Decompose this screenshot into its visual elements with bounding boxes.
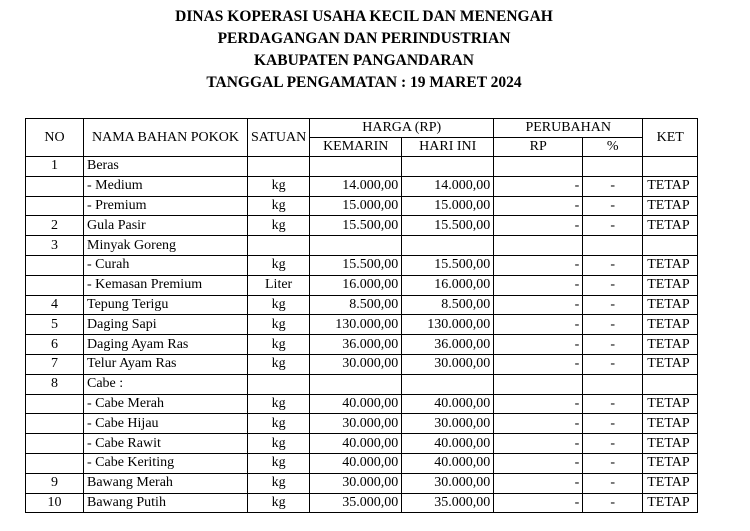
cell-rp: - <box>494 493 583 513</box>
cell-rp: - <box>494 394 583 414</box>
cell-nama: Telur Ayam Ras <box>84 354 248 374</box>
cell-satuan <box>248 236 310 256</box>
cell-nama: Minyak Goreng <box>84 236 248 256</box>
cell-no: 3 <box>26 236 84 256</box>
header-ket: KET <box>643 119 698 157</box>
cell-hari-ini: 36.000,00 <box>402 335 494 355</box>
cell-satuan: kg <box>248 493 310 513</box>
cell-rp: - <box>494 275 583 295</box>
cell-satuan: Liter <box>248 275 310 295</box>
cell-hari-ini: 15.500,00 <box>402 255 494 275</box>
cell-satuan: kg <box>248 394 310 414</box>
cell-percent: - <box>583 295 643 315</box>
cell-kemarin: 8.500,00 <box>310 295 402 315</box>
cell-hari-ini: 30.000,00 <box>402 354 494 374</box>
cell-rp: - <box>494 414 583 434</box>
cell-kemarin: 15.500,00 <box>310 255 402 275</box>
table-row <box>26 374 698 394</box>
cell-percent: - <box>583 315 643 335</box>
cell-no <box>26 394 84 414</box>
cell-hari-ini: 40.000,00 <box>402 434 494 454</box>
cell-nama: - Cabe Keriting <box>84 453 248 473</box>
cell-nama: Gula Pasir <box>84 216 248 236</box>
cell-ket <box>643 374 698 394</box>
cell-ket: TETAP <box>643 335 698 355</box>
table-row <box>26 275 698 295</box>
cell-nama: - Premium <box>84 196 248 216</box>
cell-ket: TETAP <box>643 354 698 374</box>
cell-percent: - <box>583 196 643 216</box>
cell-rp: - <box>494 473 583 493</box>
cell-percent: - <box>583 493 643 513</box>
cell-nama: - Medium <box>84 176 248 196</box>
cell-hari-ini <box>402 374 494 394</box>
cell-satuan: kg <box>248 414 310 434</box>
report-title-line-3: KABUPATEN PANGANDARAN <box>253 52 474 69</box>
cell-hari-ini: 40.000,00 <box>402 394 494 414</box>
cell-percent: - <box>583 335 643 355</box>
cell-no <box>26 434 84 454</box>
cell-kemarin: 35.000,00 <box>310 493 402 513</box>
cell-satuan: kg <box>248 295 310 315</box>
header-harga: HARGA (RP) <box>310 119 494 138</box>
header-satuan: SATUAN <box>248 119 310 157</box>
cell-percent <box>583 157 643 177</box>
cell-kemarin: 40.000,00 <box>310 394 402 414</box>
header-no: NO <box>26 119 84 157</box>
table-row <box>26 335 698 355</box>
table-row <box>26 453 698 473</box>
cell-kemarin: 16.000,00 <box>310 275 402 295</box>
table-row <box>26 196 698 216</box>
cell-ket: TETAP <box>643 414 698 434</box>
cell-percent: - <box>583 354 643 374</box>
cell-ket: TETAP <box>643 473 698 493</box>
report-title-line-2: PERDAGANGAN DAN PERINDUSTRIAN <box>217 30 511 47</box>
cell-ket: TETAP <box>643 315 698 335</box>
cell-no: 8 <box>26 374 84 394</box>
cell-rp: - <box>494 354 583 374</box>
cell-kemarin <box>310 374 402 394</box>
price-table <box>25 118 698 513</box>
cell-percent <box>583 374 643 394</box>
cell-kemarin: 30.000,00 <box>310 414 402 434</box>
cell-rp <box>494 374 583 394</box>
cell-hari-ini: 30.000,00 <box>402 414 494 434</box>
cell-rp: - <box>494 196 583 216</box>
table-row <box>26 315 698 335</box>
cell-hari-ini: 14.000,00 <box>402 176 494 196</box>
price-table-body <box>26 157 698 513</box>
cell-hari-ini <box>402 236 494 256</box>
cell-ket: TETAP <box>643 176 698 196</box>
cell-percent: - <box>583 414 643 434</box>
cell-kemarin: 40.000,00 <box>310 434 402 454</box>
cell-nama: Bawang Merah <box>84 473 248 493</box>
header-nama-bahan-pokok: NAMA BAHAN POKOK <box>84 119 248 157</box>
table-row <box>26 216 698 236</box>
cell-kemarin: 30.000,00 <box>310 473 402 493</box>
cell-percent: - <box>583 473 643 493</box>
observation-date: TANGGAL PENGAMATAN : 19 MARET 2024 <box>206 74 522 91</box>
cell-no: 4 <box>26 295 84 315</box>
cell-kemarin: 15.500,00 <box>310 216 402 236</box>
cell-no: 6 <box>26 335 84 355</box>
cell-ket <box>643 157 698 177</box>
cell-ket: TETAP <box>643 394 698 414</box>
cell-kemarin <box>310 157 402 177</box>
cell-hari-ini: 130.000,00 <box>402 315 494 335</box>
cell-nama: Tepung Terigu <box>84 295 248 315</box>
cell-ket: TETAP <box>643 295 698 315</box>
table-row <box>26 354 698 374</box>
table-row <box>26 176 698 196</box>
table-row <box>26 295 698 315</box>
cell-satuan <box>248 157 310 177</box>
cell-rp: - <box>494 434 583 454</box>
cell-ket: TETAP <box>643 275 698 295</box>
cell-satuan: kg <box>248 354 310 374</box>
cell-rp: - <box>494 295 583 315</box>
cell-satuan: kg <box>248 434 310 454</box>
cell-rp: - <box>494 335 583 355</box>
cell-hari-ini: 30.000,00 <box>402 473 494 493</box>
cell-nama: - Kemasan Premium <box>84 275 248 295</box>
cell-hari-ini: 8.500,00 <box>402 295 494 315</box>
header-hari-ini: HARI INI <box>402 138 494 157</box>
cell-no: 5 <box>26 315 84 335</box>
cell-no <box>26 414 84 434</box>
cell-kemarin: 15.000,00 <box>310 196 402 216</box>
cell-rp <box>494 236 583 256</box>
cell-percent: - <box>583 434 643 454</box>
cell-rp: - <box>494 453 583 473</box>
cell-nama: Cabe : <box>84 374 248 394</box>
cell-ket: TETAP <box>643 216 698 236</box>
table-row <box>26 414 698 434</box>
cell-no <box>26 275 84 295</box>
cell-no <box>26 453 84 473</box>
cell-hari-ini: 35.000,00 <box>402 493 494 513</box>
cell-hari-ini <box>402 157 494 177</box>
cell-no: 1 <box>26 157 84 177</box>
cell-no: 10 <box>26 493 84 513</box>
cell-nama: Daging Ayam Ras <box>84 335 248 355</box>
cell-hari-ini: 16.000,00 <box>402 275 494 295</box>
cell-nama: - Cabe Merah <box>84 394 248 414</box>
cell-kemarin: 40.000,00 <box>310 453 402 473</box>
cell-no <box>26 196 84 216</box>
header-kemarin: KEMARIN <box>310 138 402 157</box>
cell-nama: - Curah <box>84 255 248 275</box>
cell-no: 7 <box>26 354 84 374</box>
cell-satuan: kg <box>248 176 310 196</box>
cell-percent: - <box>583 453 643 473</box>
cell-no <box>26 255 84 275</box>
table-row <box>26 236 698 256</box>
cell-ket <box>643 236 698 256</box>
cell-rp <box>494 157 583 177</box>
cell-ket: TETAP <box>643 453 698 473</box>
cell-percent: - <box>583 255 643 275</box>
cell-satuan: kg <box>248 335 310 355</box>
table-row <box>26 157 698 177</box>
cell-percent: - <box>583 275 643 295</box>
cell-kemarin: 14.000,00 <box>310 176 402 196</box>
cell-rp: - <box>494 255 583 275</box>
header-perubahan: PERUBAHAN <box>494 119 643 138</box>
table-row <box>26 255 698 275</box>
cell-satuan: kg <box>248 453 310 473</box>
cell-percent <box>583 236 643 256</box>
cell-rp: - <box>494 216 583 236</box>
cell-kemarin: 130.000,00 <box>310 315 402 335</box>
cell-hari-ini: 15.500,00 <box>402 216 494 236</box>
cell-rp: - <box>494 176 583 196</box>
cell-kemarin: 36.000,00 <box>310 335 402 355</box>
table-row <box>26 473 698 493</box>
cell-no: 9 <box>26 473 84 493</box>
cell-hari-ini: 15.000,00 <box>402 196 494 216</box>
cell-rp: - <box>494 315 583 335</box>
cell-percent: - <box>583 394 643 414</box>
cell-satuan <box>248 374 310 394</box>
cell-nama: Beras <box>84 157 248 177</box>
cell-satuan: kg <box>248 473 310 493</box>
cell-ket: TETAP <box>643 493 698 513</box>
cell-satuan: kg <box>248 255 310 275</box>
header-rp: RP <box>494 138 583 157</box>
table-row <box>26 394 698 414</box>
cell-satuan: kg <box>248 216 310 236</box>
cell-ket: TETAP <box>643 196 698 216</box>
cell-nama: - Cabe Rawit <box>84 434 248 454</box>
cell-ket: TETAP <box>643 255 698 275</box>
cell-no <box>26 176 84 196</box>
cell-satuan: kg <box>248 196 310 216</box>
table-row <box>26 434 698 454</box>
report-title-line-1: DINAS KOPERASI USAHA KECIL DAN MENENGAH <box>175 8 553 25</box>
cell-ket: TETAP <box>643 434 698 454</box>
cell-nama: Daging Sapi <box>84 315 248 335</box>
header-percent: % <box>583 138 643 157</box>
cell-percent: - <box>583 216 643 236</box>
cell-kemarin: 30.000,00 <box>310 354 402 374</box>
cell-kemarin <box>310 236 402 256</box>
cell-percent: - <box>583 176 643 196</box>
cell-no: 2 <box>26 216 84 236</box>
cell-nama: - Cabe Hijau <box>84 414 248 434</box>
cell-satuan: kg <box>248 315 310 335</box>
table-row <box>26 493 698 513</box>
cell-nama: Bawang Putih <box>84 493 248 513</box>
cell-hari-ini: 40.000,00 <box>402 453 494 473</box>
